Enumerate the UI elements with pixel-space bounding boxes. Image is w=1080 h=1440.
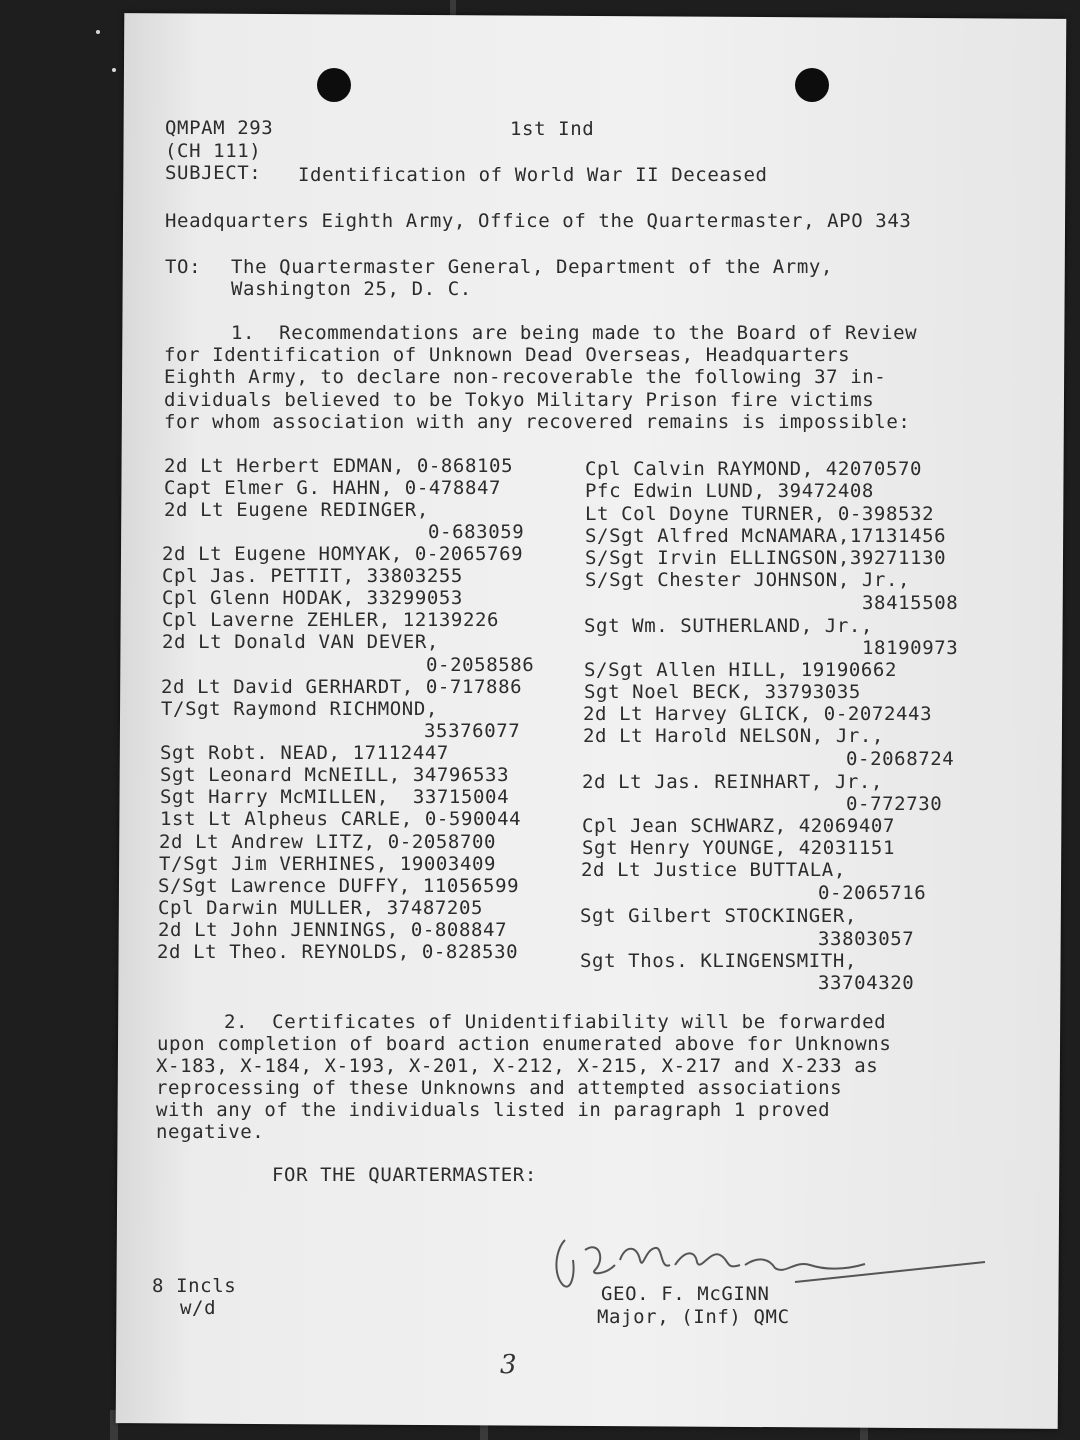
roster-right-entry: Cpl Jean SCHWARZ, 42069407 xyxy=(582,815,896,837)
signer-rank: Major, (Inf) QMC xyxy=(597,1306,790,1328)
para1-line: Eighth Army, to declare non-recoverable the following 37 in- xyxy=(164,366,887,388)
file-reference: QMPAM 293 xyxy=(165,117,274,139)
para2-line: negative. xyxy=(156,1121,265,1143)
roster-left-entry: Cpl Glenn HODAK, 33299053 xyxy=(162,587,463,609)
roster-right-entry: Lt Col Doyne TURNER, 0-398532 xyxy=(585,503,935,525)
roster-right-entry: S/Sgt Allen HILL, 19190662 xyxy=(584,659,898,681)
roster-left-entry: 2d Lt Donald VAN DEVER, xyxy=(162,631,439,653)
roster-left-entry: T/Sgt Raymond RICHMOND, xyxy=(161,698,438,720)
para2-line: reprocessing of these Unknowns and attempted associations xyxy=(156,1077,843,1099)
roster-left-entry: Cpl Darwin MULLER, 37487205 xyxy=(158,897,484,919)
roster-right-entry: 2d Lt Jas. REINHART, Jr., xyxy=(582,771,883,793)
roster-left-entry: 1st Lt Alpheus CARLE, 0-590044 xyxy=(160,808,522,830)
para1-line: for Identification of Unknown Dead Overseas, Headquarters xyxy=(164,344,851,366)
roster-left-entry: 2d Lt Theo. REYNOLDS, 0-828530 xyxy=(157,941,519,963)
para1-line: 1. Recommendations are being made to the Board of Review xyxy=(231,322,918,344)
roster-left-entry: 0-683059 xyxy=(428,521,525,543)
roster-left-entry: S/Sgt Lawrence DUFFY, 11056599 xyxy=(158,875,520,897)
roster-right-entry: Sgt Thos. KLINGENSMITH, xyxy=(580,950,857,972)
roster-left-entry: 0-2058586 xyxy=(426,654,535,676)
subject-text: Identification of World War II Deceased xyxy=(298,164,768,186)
roster-right-entry: Pfc Edwin LUND, 39472408 xyxy=(585,480,874,502)
roster-left-entry: 35376077 xyxy=(424,720,521,742)
roster-left-entry: 2d Lt Eugene HOMYAK, 0-2065769 xyxy=(162,543,524,565)
subject-label: SUBJECT: xyxy=(165,162,262,184)
roster-left-entry: 2d Lt John JENNINGS, 0-808847 xyxy=(158,919,508,941)
roster-right-entry: Sgt Gilbert STOCKINGER, xyxy=(580,905,857,927)
para1-line: for whom association with any recovered remains is impossible: xyxy=(164,411,911,433)
roster-right-entry: 2d Lt Justice BUTTALA, xyxy=(581,859,846,881)
indorsement-label: 1st Ind xyxy=(510,118,595,140)
roster-left-entry: Cpl Laverne ZEHLER, 12139226 xyxy=(162,609,500,631)
para2-line: with any of the individuals listed in paragraph 1 proved xyxy=(156,1099,831,1121)
roster-right-entry: 38415508 xyxy=(862,592,959,614)
roster-left-entry: 2d Lt Eugene REDINGER, xyxy=(164,499,429,521)
enclosures-note: w/d xyxy=(180,1297,217,1319)
punch-hole-right xyxy=(795,68,829,102)
para2-line: upon completion of board action enumerated above for Unknowns xyxy=(157,1033,892,1055)
roster-right-entry: Sgt Wm. SUTHERLAND, Jr., xyxy=(584,615,873,637)
speck xyxy=(96,30,100,34)
roster-left-entry: 2d Lt Herbert EDMAN, 0-868105 xyxy=(164,455,514,477)
roster-left-entry: 2d Lt David GERHARDT, 0-717886 xyxy=(161,676,523,698)
roster-right-entry: 0-2065716 xyxy=(818,882,927,904)
roster-right-entry: S/Sgt Alfred McNAMARA,17131456 xyxy=(585,525,947,547)
roster-left-entry: T/Sgt Jim VERHINES, 19003409 xyxy=(159,853,497,875)
from-line: Headquarters Eighth Army, Office of the Quartermaster, APO 343 xyxy=(165,210,912,232)
closing-line: FOR THE QUARTERMASTER: xyxy=(272,1164,537,1186)
roster-right-entry: 18190973 xyxy=(862,637,959,659)
para2-line: X-183, X-184, X-193, X-201, X-212, X-215, X-217 and X-233 as xyxy=(156,1055,879,1077)
signer-name: GEO. F. McGINN xyxy=(601,1283,770,1305)
roster-right-entry: Sgt Henry YOUNGE, 42031151 xyxy=(582,837,896,859)
roster-right-entry: S/Sgt Chester JOHNSON, Jr., xyxy=(585,569,911,591)
roster-right-entry: 2d Lt Harold NELSON, Jr., xyxy=(583,725,884,747)
page-number: 3 xyxy=(500,1350,517,1380)
roster-right-entry: 0-2068724 xyxy=(846,748,955,770)
roster-right-entry: Sgt Noel BECK, 33793035 xyxy=(584,681,861,703)
roster-left-entry: 2d Lt Andrew LITZ, 0-2058700 xyxy=(159,831,497,853)
punch-hole-left xyxy=(317,68,351,102)
roster-left-entry: Sgt Harry McMILLEN, 33715004 xyxy=(160,786,510,808)
roster-right-entry: Cpl Calvin RAYMOND, 42070570 xyxy=(585,458,923,480)
speck xyxy=(112,68,116,72)
ch-reference: (CH 111) xyxy=(165,140,262,162)
to-label: TO: xyxy=(165,256,202,278)
roster-left-entry: Sgt Leonard McNEILL, 34796533 xyxy=(160,764,510,786)
background-strip-top xyxy=(450,0,456,16)
roster-right-entry: 0-772730 xyxy=(846,793,943,815)
roster-left-entry: Cpl Jas. PETTIT, 33803255 xyxy=(162,565,463,587)
roster-right-entry: 33704320 xyxy=(818,972,915,994)
roster-left-entry: Sgt Robt. NEAD, 17112447 xyxy=(160,742,449,764)
para1-line: dividuals believed to be Tokyo Military Prison fire victims xyxy=(164,389,875,411)
roster-right-entry: 2d Lt Harvey GLICK, 0-2072443 xyxy=(583,703,933,725)
to-line-1: The Quartermaster General, Department of the Army, xyxy=(231,256,833,278)
roster-right-entry: S/Sgt Irvin ELLINGSON,39271130 xyxy=(585,547,947,569)
para2-line: 2. Certificates of Unidentifiability will be forwarded xyxy=(224,1011,887,1033)
roster-right-entry: 33803057 xyxy=(818,928,915,950)
to-line-2: Washington 25, D. C. xyxy=(231,278,472,300)
enclosures-count: 8 Incls xyxy=(152,1275,237,1297)
roster-left-entry: Capt Elmer G. HAHN, 0-478847 xyxy=(164,477,502,499)
